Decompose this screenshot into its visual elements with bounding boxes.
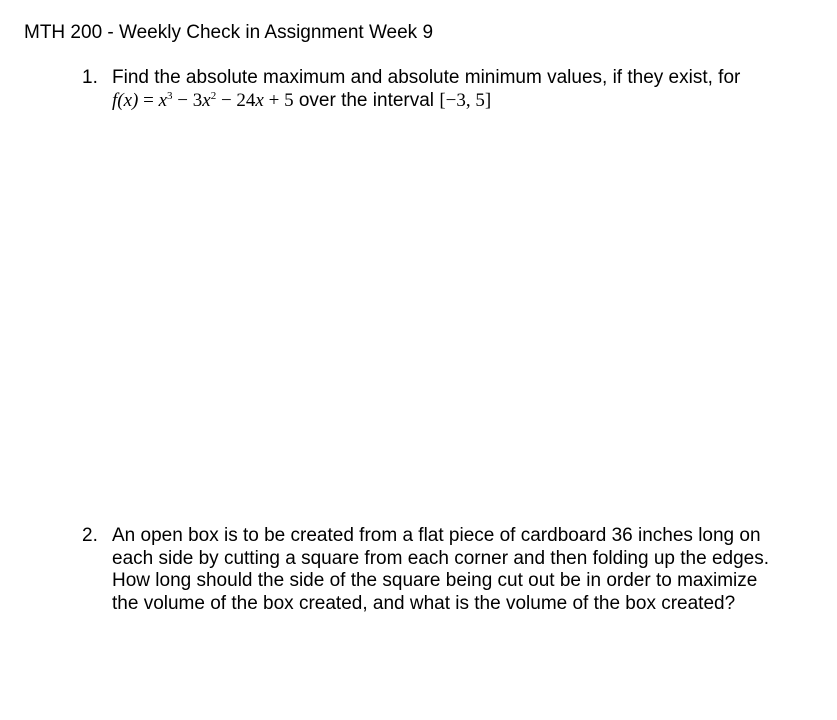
term-2-base: x: [202, 89, 211, 111]
problem-2: [82, 525, 782, 615]
problem-1: [82, 67, 782, 112]
term-1-exponent: 3: [167, 89, 173, 102]
problem-number: 1.: [82, 67, 98, 88]
problem-text: An open box is to be created from a flat piece of cardboard 36 inches long on each side by cutting a square from each corner and then folding up the edges. How long should the side of the square being cut out be in order to maximize the volume of the box created, and what is the volume of the box created?: [112, 525, 769, 614]
page-title: MTH 200 - Weekly Check in Assignment Week 9: [24, 22, 434, 43]
operator-2: −: [220, 89, 232, 111]
term-4-constant: 5: [284, 89, 294, 111]
term-2-coefficient: 3: [192, 89, 203, 111]
function-lhs: f(x): [112, 89, 139, 111]
equals-sign: =: [143, 89, 154, 111]
problem-text-lead: Find the absolute maximum and absolute minimum values, if they exist, for: [112, 67, 741, 88]
term-1-base: x: [158, 89, 168, 111]
operator-1: −: [177, 89, 188, 111]
interval-expression: [−3, 5]: [439, 89, 492, 111]
problem-number: 2.: [82, 525, 98, 546]
term-2-exponent: 2: [210, 89, 217, 102]
operator-3: +: [268, 89, 280, 111]
problem-text-middle: over the interval: [298, 89, 435, 111]
term-3-base: x: [255, 89, 264, 111]
problem-text: [112, 67, 782, 112]
term-3-coefficient: 24: [236, 89, 256, 111]
function-expression: [112, 90, 294, 111]
